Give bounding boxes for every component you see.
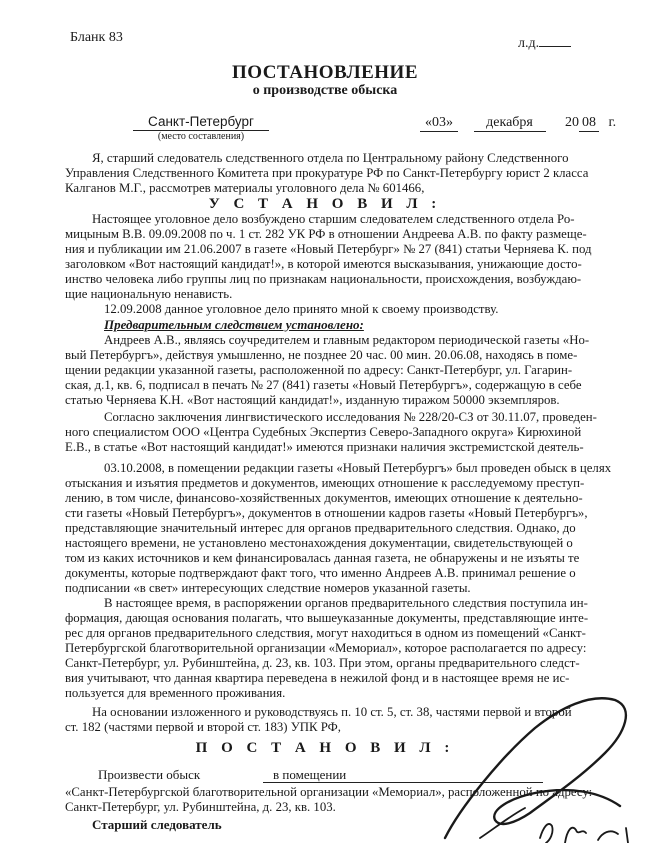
body-line: ного специалистом ООО «Центра Судебных Экспертиз Северо-Западного округа» Кирюхиной <box>65 425 582 439</box>
resolution-line: Санкт-Петербург, ул. Рубинштейна, д. 23, кв. 103. <box>65 800 336 814</box>
body-line: рес для органов предварительного следствия, могут находиться в одном из помещений «Санкт- <box>65 626 586 640</box>
date-year-prefix: 20 <box>565 115 579 130</box>
body-line: настоящего времени, не установлено местонахождения документации, свидетельствующей о <box>65 536 573 550</box>
form-number: Бланк 83 <box>70 30 123 45</box>
body-line: вый Петербургъ», действуя умышленно, не позднее 20 час. 00 мин. 20.06.08, находясь в поме- <box>65 348 578 362</box>
body-line: подписании «в свет» интересующих следствие номеров указанной газеты. <box>65 581 471 595</box>
body-line: ст. 182 (частями первой и второй ст. 183) УПК РФ, <box>65 720 341 734</box>
document-subtitle: о производстве обыска <box>252 83 398 98</box>
body-line: представляющие значительный интерес для органов предварительного следствия. Однако, до <box>65 521 576 535</box>
date-month: декабря <box>474 115 546 132</box>
case-sheet-blank <box>539 34 571 47</box>
date-close-quote: » <box>446 115 453 130</box>
body-line: 12.09.2008 данное уголовное дело принято мной к своему производству. <box>104 302 499 316</box>
date-year-suffix: 08 <box>579 115 599 132</box>
place-caption: (место составления) <box>157 131 245 142</box>
place-block <box>133 114 269 143</box>
preliminary-heading: Предварительным следствием установлено: <box>104 317 364 332</box>
body-line: пользуется для временного проживания. <box>65 686 286 700</box>
resolution-line: «Санкт-Петербургской благотворительной организации «Мемориал», расположенной по адресу: <box>65 785 593 799</box>
body-line: статью Черняева К.Н. «Вот настоящий кандидат!», изданную тиражом 50000 экземпляров. <box>65 393 560 407</box>
body-line: документы, которые подтверждают факт того, что именно Андреев А.В. принимал решение о <box>65 566 576 580</box>
document-title: ПОСТАНОВЛЕНИЕ <box>231 62 419 83</box>
body-line: Е.В., в статье «Вот настоящий кандидат!» имеются признаки наличия экстремистской деятель- <box>65 440 584 454</box>
body-line: Санкт-Петербург, ул. Рубинштейна, д. 23, кв. 103. При этом, органы предварительного следст- <box>65 656 580 670</box>
body-line: щении редакции указанной газеты, расположенной по адресу: Санкт-Петербург, ул. Гагарин- <box>65 363 573 377</box>
resolution-location-field <box>263 767 543 783</box>
date-year-label: г. <box>608 115 617 130</box>
body-line: вия учитывают, что данная квартира переведена в нежилой фонд и в настоящее время не ис- <box>65 671 570 685</box>
date-day-field <box>420 115 458 132</box>
intro-line: Управления Следственного Комитета при прокуратуре РФ по Санкт-Петербургу юрист 2 класса <box>65 166 589 180</box>
established-heading: У С Т А Н О В И Л : <box>208 196 442 212</box>
place-value: Санкт-Петербург <box>133 114 269 131</box>
body-line: щие национальную ненависть. <box>65 287 233 301</box>
case-sheet-text: л.д. <box>518 36 540 51</box>
body-line: На основании изложенного и руководствуясь п. 10 ст. 5, ст. 38, частями первой и второй <box>92 705 572 719</box>
date-day: 03 <box>432 115 446 130</box>
body-line: формация, дающая основания полагать, что вышеуказанные документы, представляющие инте- <box>65 611 589 625</box>
signer-title: Старший следователь <box>92 817 222 832</box>
intro-line: Я, старший следователь следственного отдела по Центральному району Следственного <box>92 151 569 165</box>
body-line: заголовком «Вот настоящий кандидат!», в которой имеются высказывания, унижающие досто- <box>65 257 582 271</box>
resolved-heading: П О С Т А Н О В И Л : <box>195 740 455 756</box>
resolution-action: Произвести обыск <box>98 767 201 782</box>
body-line: ская, д.1, кв. 6, подписал в печать № 27 (841) газеты «Новый Петербургъ», содержащую в себе <box>65 378 582 392</box>
body-line: лению, в том числе, финансово-хозяйственных документов, имеющих отношение к деятельно- <box>65 491 583 505</box>
body-line: мицыным В.В. 09.09.2008 по ч. 1 ст. 282 УК РФ в отношении Андреева А.В. по факту размеще- <box>65 227 587 241</box>
resolution-location: в помещении <box>273 767 347 782</box>
intro-line: Калганов М.Г., рассмотрев материалы уголовного дела № 601466, <box>65 181 425 195</box>
body-line: Петербургской благотворительной организации «Мемориал», которое располагается по адресу: <box>65 641 587 655</box>
body-line: том из каких источников и кем финансировалась данная газета, не обнаружены и не изъяты те <box>65 551 580 565</box>
document-date <box>420 115 616 132</box>
body-line: Андреев А.В., являясь соучредителем и главным редактором периодической газеты «Но- <box>104 333 590 347</box>
body-line: 03.10.2008, в помещении редакции газеты «Новый Петербургъ» был проведен обыск в целях <box>104 461 612 475</box>
case-sheet-label <box>518 34 571 52</box>
body-line: В настоящее время, в распоряжении органов предварительного следствия поступила ин- <box>104 596 588 610</box>
body-line: отыскания и изъятия предметов и документов, имеющих отношение к расследуемому преступ- <box>65 476 585 490</box>
body-line: ния и публикации им 21.06.2007 в газете «Новый Петербург» № 27 (841) статьи Черняева К. под <box>65 242 592 256</box>
date-open-quote: « <box>425 115 432 130</box>
body-line: Согласно заключения лингвистического исследования № 228/20-СЗ от 30.11.07, проведен- <box>104 410 597 424</box>
body-line: Настоящее уголовное дело возбуждено старшим следователем следственного отдела Ро- <box>92 212 575 226</box>
body-line: инство человека либо группы лиц по признакам национальности, происхождения, возбуждаю- <box>65 272 582 286</box>
body-line: сти газеты «Новый Петербургъ», документов в отношении кадров газеты «Новый Петербургъ», <box>65 506 588 520</box>
